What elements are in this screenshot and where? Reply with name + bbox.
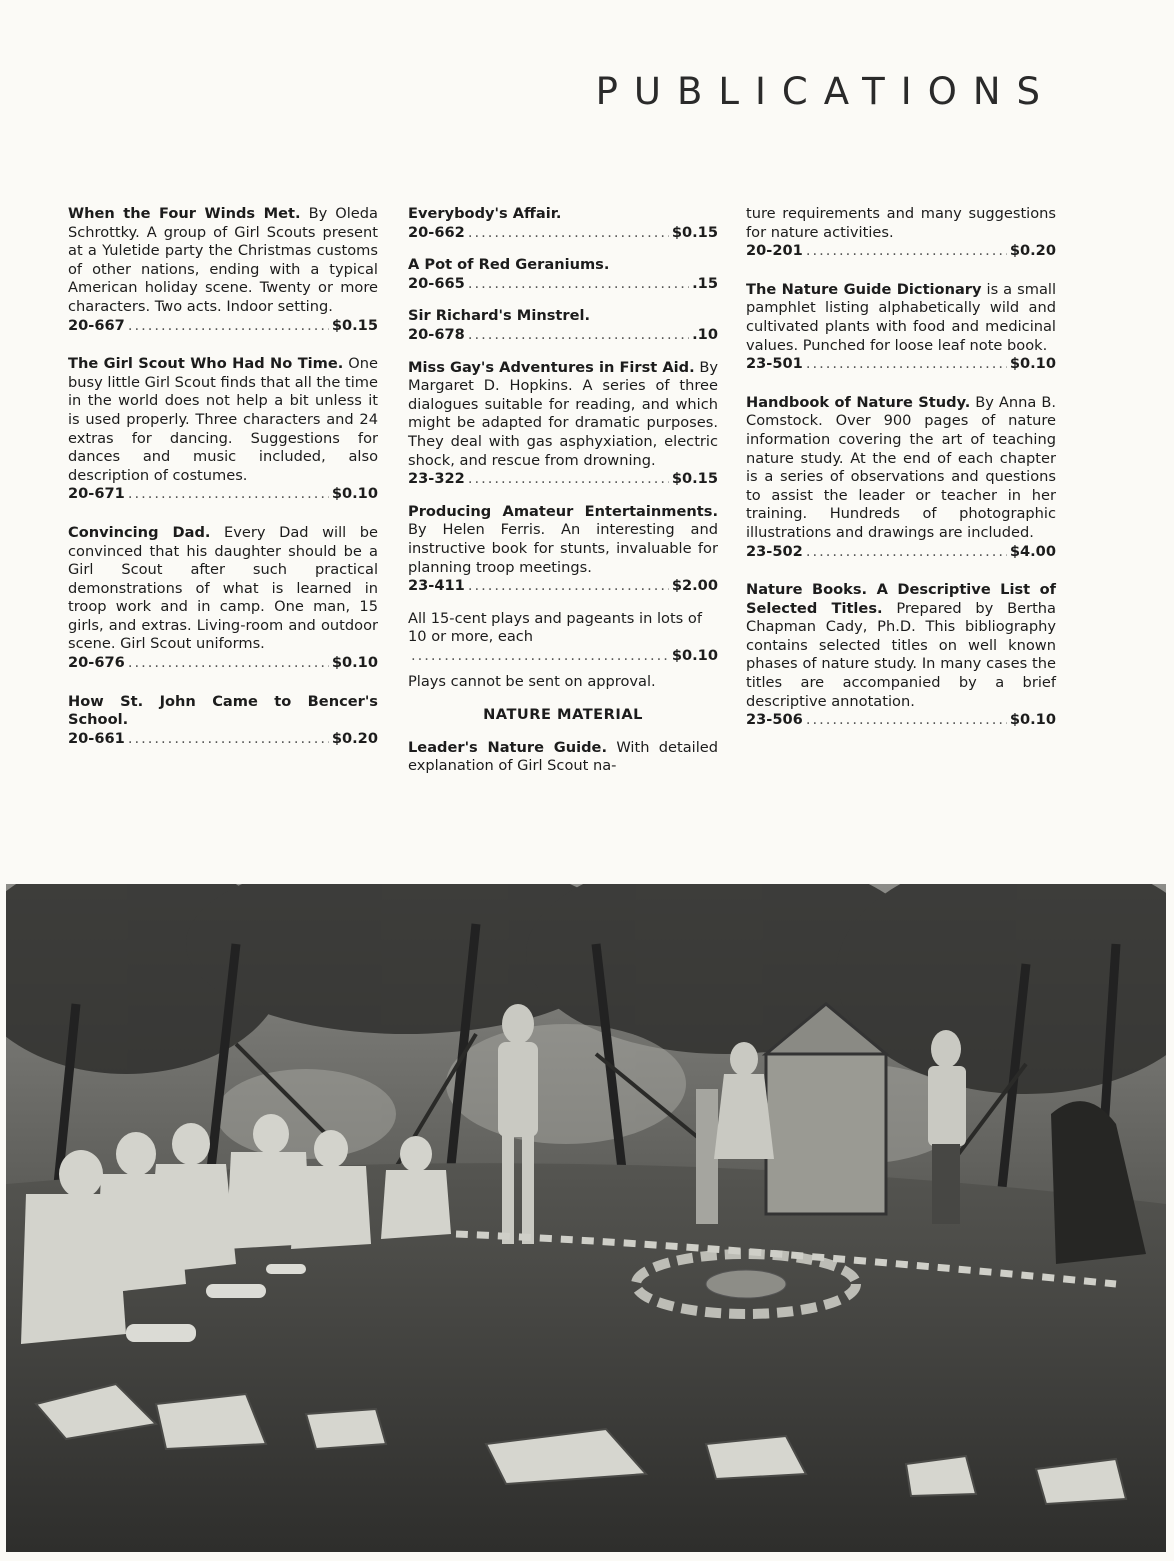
publication-entry [746, 394, 1056, 561]
publication-entry-continued [746, 205, 1056, 261]
publication-entry [68, 205, 378, 335]
lots-offer [408, 610, 718, 647]
entry-title: The Girl Scout Who Had No Time. [68, 355, 344, 373]
entry-description: With detailed explanation of Girl Scout na- [408, 738, 719, 775]
entry-title: Nature Books. A Descriptive List of Selected Titles. [746, 581, 1056, 617]
entry-price: $0.10 [331, 485, 378, 503]
entry-description: One busy little Girl Scout finds that all the time in the world does not help a bit unless it is used properly. Three characters and 24 extras for dancing. Suggestions for dances and music included, also description of costumes. [68, 355, 378, 484]
approval-note: Plays cannot be sent on approval. [408, 673, 656, 691]
publication-entry [408, 359, 718, 489]
entry-price: $0.15 [671, 223, 718, 241]
publication-entry [408, 503, 718, 596]
publication-entry [746, 581, 1056, 730]
publication-entry [68, 355, 378, 504]
entry-title: Convincing Dad. [68, 523, 211, 541]
entry-description: By Oleda Schrottky. A group of Girl Scouts present at a Yuletide party the Christmas customs of other nations, ending with a typical American holiday scene. Twenty or more characters. Two acts. Indoor setting. [68, 205, 378, 315]
lots-price: $0.10 [671, 646, 718, 664]
entry-code: 20-201 [746, 242, 803, 260]
entry-description: By Helen Ferris. An interesting and instructive book for stunts, invaluable for planning troop meetings. [408, 521, 718, 576]
lots-price-line [408, 647, 718, 666]
entry-description: is a small pamphlet listing alphabetically wild and cultivated plants with food and medicinal values. Punched for loose leaf note book. [746, 280, 1056, 354]
lots-text: All 15-cent plays and pageants in lots of 10 or more, each [408, 609, 702, 646]
entry-price: $0.10 [331, 654, 378, 672]
entry-title: When the Four Winds Met. [68, 205, 301, 222]
entry-title: Handbook of Nature Study. [746, 393, 971, 411]
page-title: PUBLICATIONS [595, 70, 1056, 113]
publication-entry [408, 307, 718, 344]
entry-code: 23-502 [746, 542, 803, 560]
entry-price: $2.00 [671, 577, 718, 595]
column-1 [68, 205, 378, 768]
entry-code: 20-662 [408, 223, 465, 241]
publication-entry [68, 524, 378, 673]
entry-price: $4.00 [1009, 542, 1056, 560]
column-2 [408, 205, 718, 776]
entry-price: $0.20 [331, 729, 378, 747]
entry-title: Leader's Nature Guide. [408, 738, 608, 756]
entry-title: Producing Amateur Entertainments. [408, 502, 718, 520]
entry-price: $0.15 [671, 470, 718, 488]
entry-description: By Anna B. Comstock. Over 900 pages of nature information covering the art of teaching nature study. At the end of each chapter is a series of observations and questions to assist the leader or teacher in her training. Hundreds of photographic illustrations and drawings are included. [746, 393, 1056, 541]
entry-title: The Nature Guide Dictionary [746, 280, 982, 298]
publication-entry [408, 205, 718, 242]
entry-code: 23-506 [746, 711, 803, 729]
entry-price: $0.10 [1009, 711, 1056, 729]
entry-code: 20-676 [68, 654, 125, 672]
entry-code: 20-661 [68, 729, 125, 747]
entry-description: By Margaret D. Hopkins. A series of three dialogues suitable for reading, and which might be adapted for dramatic purposes. They deal with gas asphyxiation, electric shock, and rescue from drowning. [408, 358, 719, 469]
entry-code: 23-501 [746, 355, 803, 373]
publication-entry [746, 281, 1056, 374]
entry-code: 23-322 [408, 470, 465, 488]
entry-description: ture requirements and many suggestions for nature activities. [746, 205, 1056, 241]
entry-description: Every Dad will be convinced that his daughter should be a Girl Scout after such practical demonstrations of what is learned in troop work and in camp. One man, 15 girls, and extras. Living-room and outdoor scene. Girl Scout uniforms. [68, 523, 378, 653]
entry-title: Miss Gay's Adventures in First Aid. [408, 358, 695, 376]
section-heading: NATURE MATERIAL [483, 706, 643, 724]
column-3 [746, 205, 1056, 750]
entry-code: 20-678 [408, 325, 465, 343]
entry-title: How St. John Came to Bencer's School. [68, 692, 378, 729]
entry-title: Sir Richard's Minstrel. [408, 307, 591, 325]
entry-code: 20-667 [68, 316, 125, 334]
entry-code: 23-411 [408, 577, 465, 595]
entry-price: $0.15 [331, 316, 378, 334]
entry-title: Everybody's Affair. [408, 205, 562, 222]
entry-code: 20-665 [408, 274, 465, 292]
entry-price: $0.20 [1009, 242, 1056, 260]
campfire-scene-photo [6, 884, 1166, 1552]
entry-price: .10 [692, 325, 718, 343]
entry-price: $0.10 [1009, 355, 1056, 373]
publication-entry [408, 739, 718, 776]
entry-title: A Pot of Red Geraniums. [408, 256, 610, 274]
publication-entry [68, 693, 378, 749]
publication-entry [408, 256, 718, 293]
entry-price: .15 [692, 274, 718, 292]
entry-code: 20-671 [68, 485, 125, 503]
entry-description: Prepared by Bertha Chapman Cady, Ph.D. This bibliography contains selected titles on well known phases of nature study. In many cases the titles are accompanied by a brief descriptive annotation. [746, 599, 1056, 710]
